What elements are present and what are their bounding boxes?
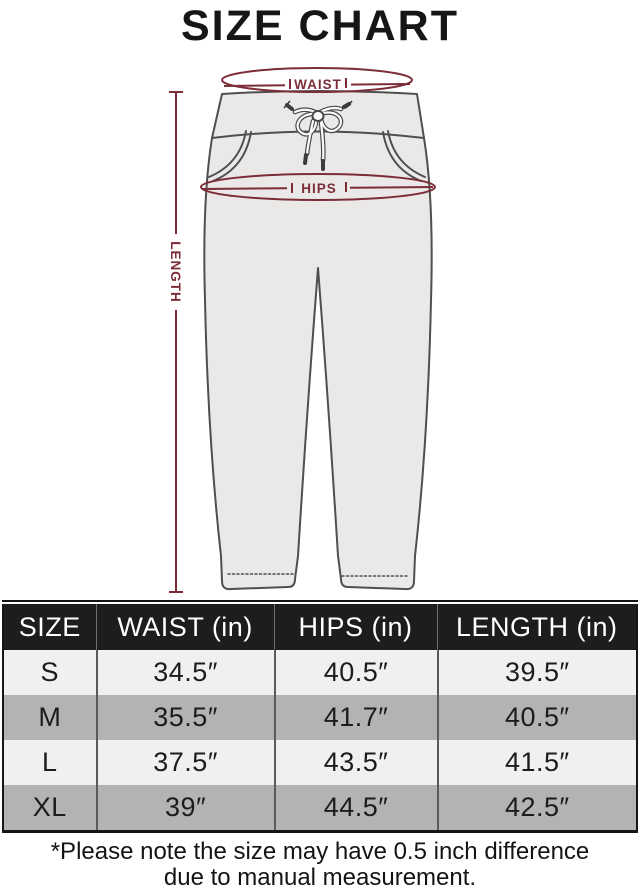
cell-waist: 34.5″ (96, 650, 274, 695)
cell-size: M (38, 702, 62, 732)
waist-label: WAIST (294, 77, 342, 92)
length-label: LENGTH (168, 241, 183, 303)
cell-size: L (42, 747, 58, 777)
drawstring-knot (313, 111, 324, 121)
table-row-xl (4, 785, 636, 830)
table-row-l (4, 740, 636, 785)
page-title: SIZE CHART (181, 2, 459, 50)
table-top-rule (2, 600, 638, 602)
table-row-s (4, 650, 636, 695)
cell-length: 41.5″ (437, 740, 636, 785)
cell-waist: 35.5″ (96, 695, 274, 740)
cell-waist: 39″ (96, 785, 274, 830)
cell-length: 39.5″ (437, 650, 636, 695)
cell-length: 42.5″ (437, 785, 636, 830)
cell-length: 40.5″ (437, 695, 636, 740)
cell-size: S (40, 657, 60, 687)
header-cell-length: LENGTH (in) (437, 604, 636, 650)
cell-hips: 40.5″ (274, 650, 437, 695)
header-cell-size: SIZE (18, 611, 81, 642)
cell-hips: 41.7″ (274, 695, 437, 740)
pants-diagram (0, 55, 640, 600)
length-measure-line (169, 92, 183, 592)
header-cell-hips: HIPS (in) (274, 604, 437, 650)
cell-hips: 43.5″ (274, 740, 437, 785)
pants-diagram-svg (0, 55, 640, 600)
cell-hips: 44.5″ (274, 785, 437, 830)
note-line-1: *Please note the size may have 0.5 inch difference (50, 838, 590, 865)
note-line-2: due to manual measurement. (163, 864, 477, 891)
hips-label: HIPS (301, 181, 337, 196)
measurement-note (0, 839, 640, 891)
size-table (2, 600, 638, 833)
garment-outlines (204, 91, 431, 589)
cell-waist: 37.5″ (96, 740, 274, 785)
cell-size: XL (32, 792, 67, 822)
table-header-row (4, 604, 636, 650)
table-row-m (4, 695, 636, 740)
header-cell-waist: WAIST (in) (96, 604, 274, 650)
